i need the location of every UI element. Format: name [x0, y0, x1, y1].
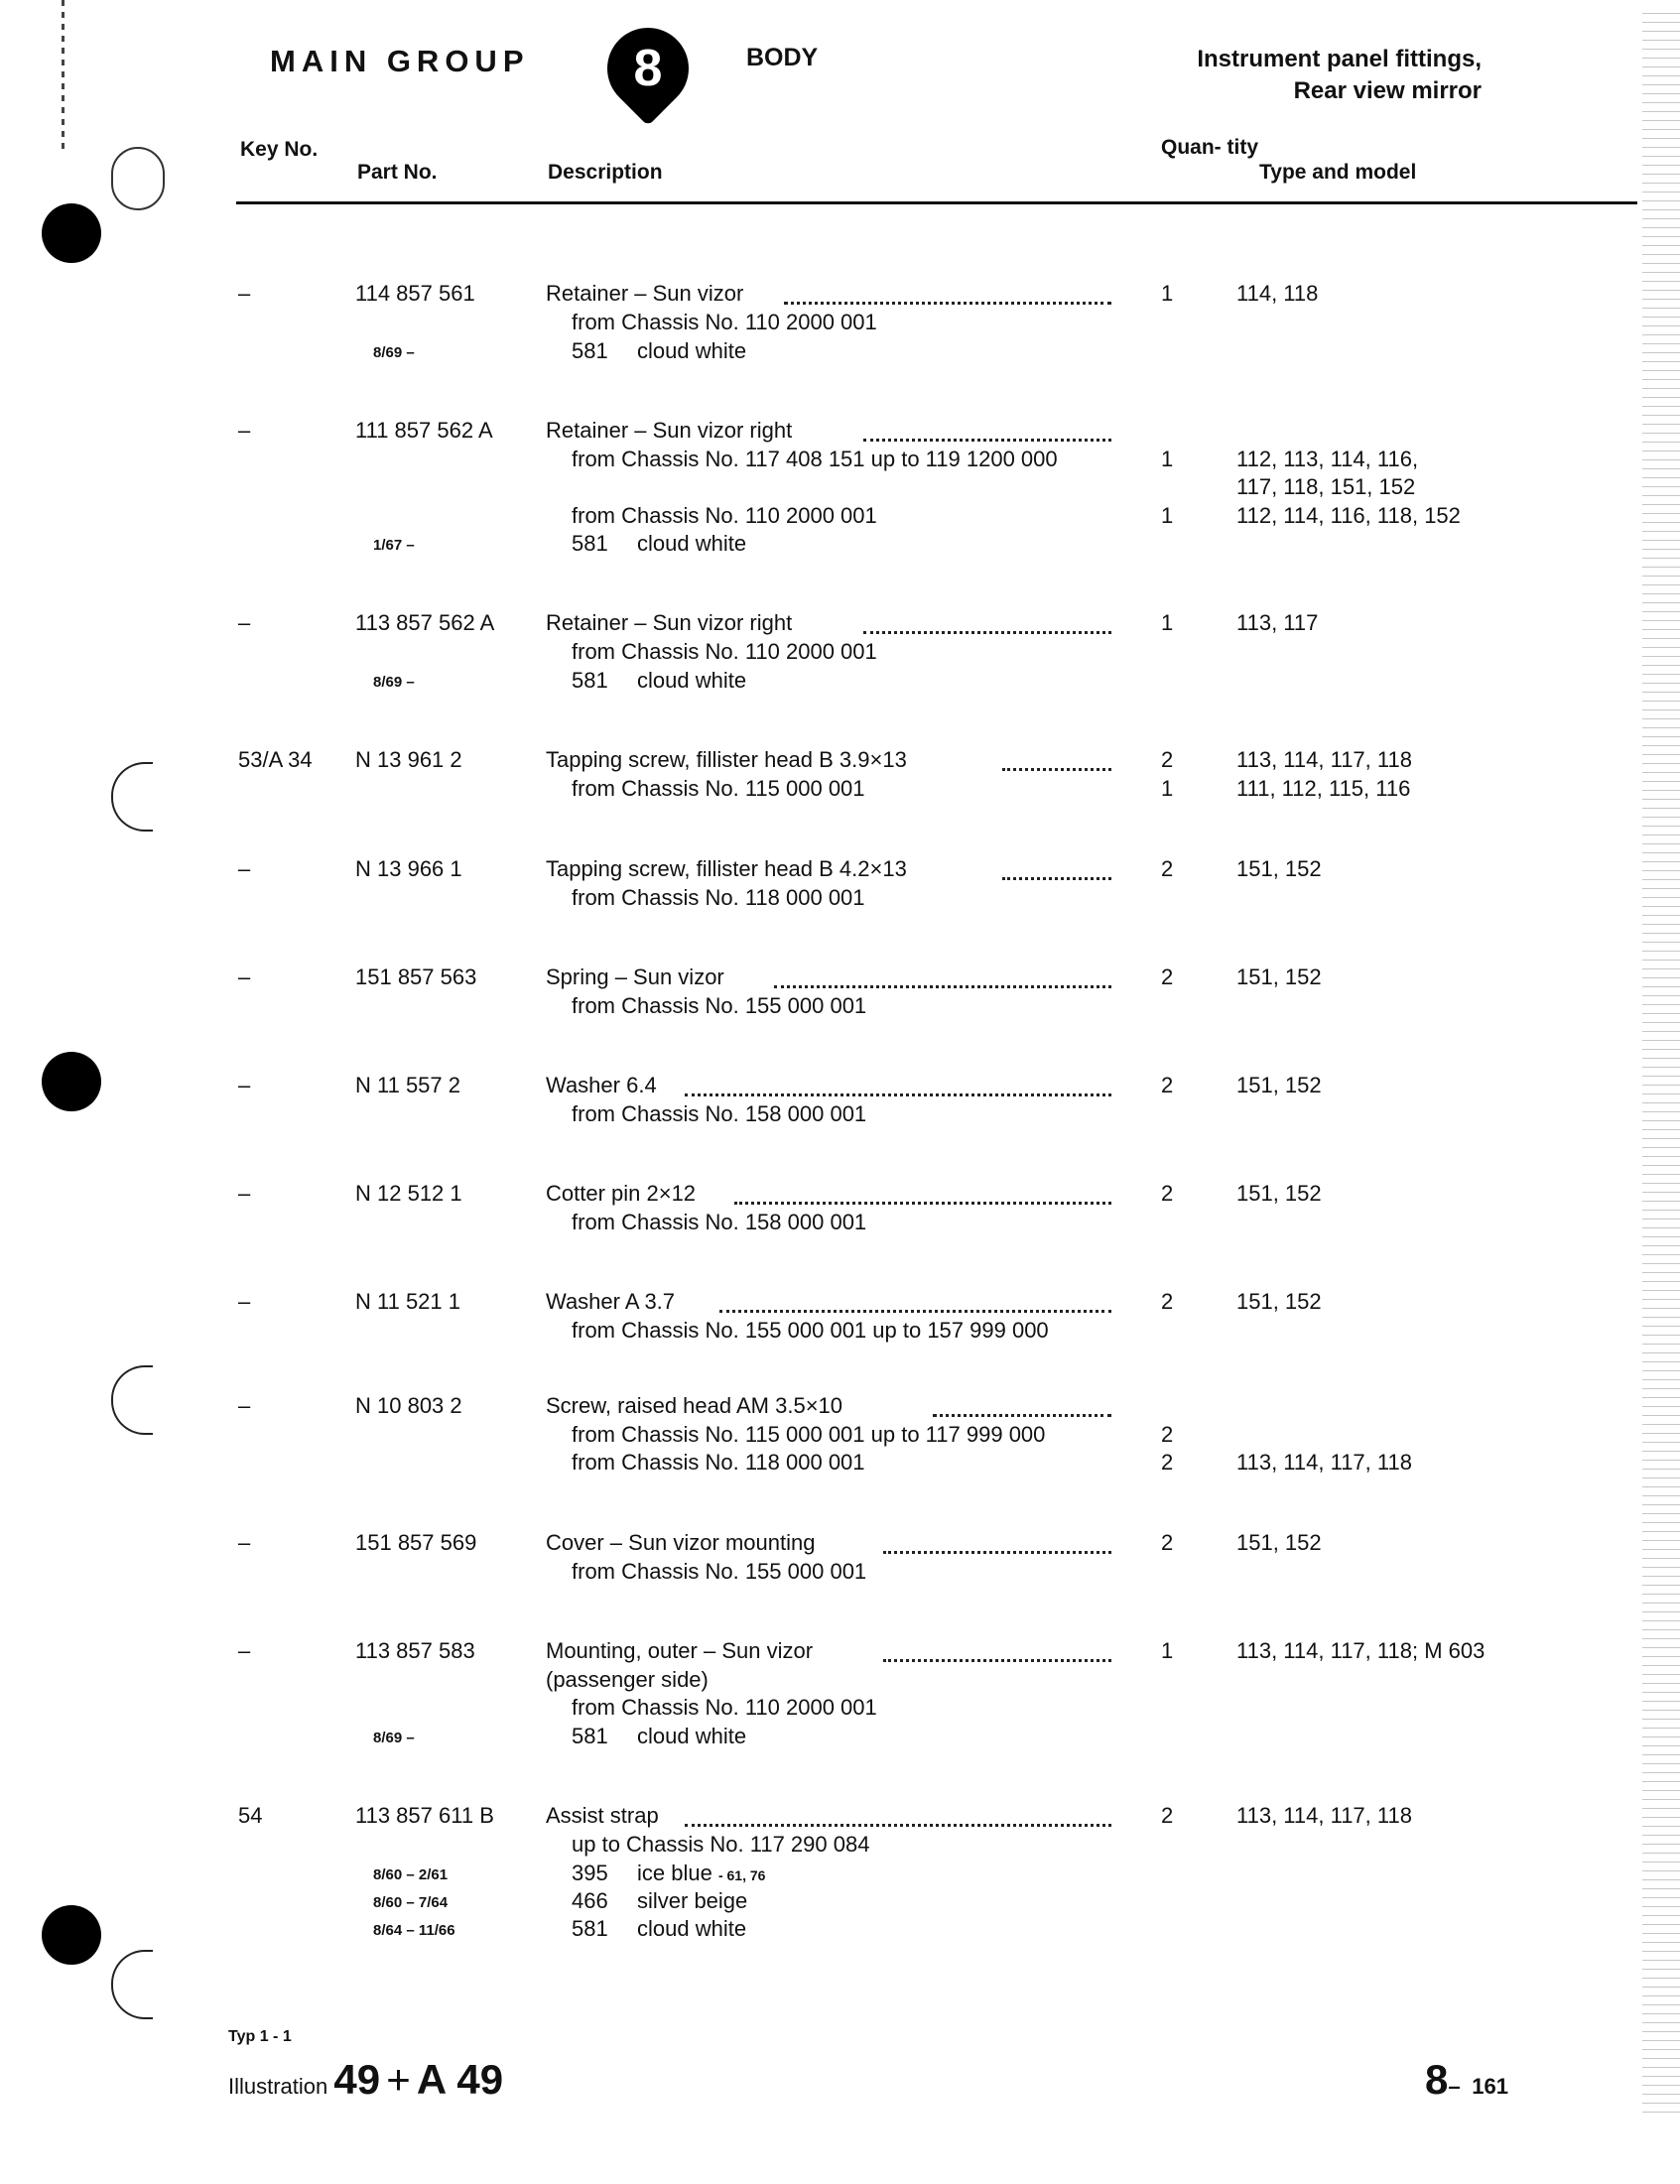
- col-description: Description: [548, 161, 663, 184]
- column-headers: [240, 137, 1639, 206]
- chassis-note: from Chassis No. 110 2000 001: [572, 1695, 877, 1720]
- quantity: 2: [1161, 1073, 1174, 1097]
- leader-dots: [774, 985, 1111, 988]
- section-title-line1: Instrument panel fittings,: [1197, 46, 1482, 72]
- color-name: cloud white: [637, 338, 747, 363]
- part-no: N 13 966 1: [355, 856, 462, 881]
- type-model: 151, 152: [1236, 1181, 1322, 1206]
- part-no: N 11 521 1: [355, 1289, 461, 1314]
- color-code: 581: [572, 1724, 608, 1748]
- col-type-model: Type and model: [1259, 161, 1417, 184]
- key-no: –: [238, 1181, 251, 1206]
- part-no: N 12 512 1: [355, 1181, 462, 1206]
- chassis-note: from Chassis No. 118 000 001: [572, 885, 865, 910]
- part-no: N 13 961 2: [355, 747, 462, 772]
- chassis-note: from Chassis No. 110 2000 001: [572, 310, 877, 334]
- color-code: 395: [572, 1861, 608, 1885]
- date-range: 8/60 – 2/61: [373, 1866, 449, 1883]
- part-no: N 11 557 2: [355, 1073, 461, 1097]
- type-model: 113, 114, 117, 118; M 603: [1236, 1638, 1486, 1663]
- key-no: –: [238, 1289, 251, 1314]
- color-code: 581: [572, 1916, 608, 1941]
- quantity: 1: [1161, 1638, 1174, 1663]
- punch-hole-bottom: [42, 1905, 101, 1965]
- chassis-note: from Chassis No. 110 2000 001: [572, 639, 877, 664]
- description: Washer A 3.7: [546, 1289, 676, 1314]
- leader-dots: [734, 1202, 1111, 1205]
- description: Spring – Sun vizor: [546, 964, 724, 989]
- chassis-note: from Chassis No. 110 2000 001: [572, 503, 877, 528]
- scan-noise-edge: [1642, 10, 1680, 2114]
- type-model: 151, 152: [1236, 1530, 1322, 1555]
- leader-dots: [685, 1093, 1111, 1096]
- type-model: 113, 117: [1236, 610, 1319, 635]
- punch-hole-middle: [42, 1052, 101, 1111]
- leader-dots: [863, 631, 1111, 634]
- col-key-no: Key No.: [240, 138, 319, 161]
- key-no: 53/A 34: [238, 747, 313, 772]
- key-no: –: [238, 1530, 251, 1555]
- header-rule: [236, 201, 1637, 204]
- color-code: 581: [572, 668, 608, 693]
- quantity: 1: [1161, 776, 1174, 801]
- type-reference: Typ 1 - 1: [228, 2028, 292, 2045]
- chassis-note: from Chassis No. 115 000 001 up to 117 999 000: [572, 1422, 1046, 1447]
- type-model: 113, 114, 117, 118: [1236, 1450, 1412, 1475]
- chassis-note: from Chassis No. 118 000 001: [572, 1450, 865, 1475]
- quantity: 1: [1161, 447, 1174, 471]
- key-no: –: [238, 1638, 251, 1663]
- color-name: ice blue - 61, 76: [637, 1861, 766, 1885]
- description: Cover – Sun vizor mounting: [546, 1530, 816, 1555]
- description: Retainer – Sun vizor right: [546, 610, 793, 635]
- key-no: –: [238, 610, 251, 635]
- color-name: cloud white: [637, 531, 747, 556]
- quantity: 1: [1161, 281, 1174, 306]
- type-model: 151, 152: [1236, 1289, 1322, 1314]
- quantity: 2: [1161, 856, 1174, 881]
- part-no: 151 857 563: [355, 964, 477, 989]
- leader-dots: [685, 1824, 1111, 1827]
- chassis-note: from Chassis No. 155 000 001: [572, 993, 867, 1018]
- leader-dots: [1002, 877, 1111, 880]
- group-name: BODY: [746, 44, 819, 71]
- quantity: 1: [1161, 610, 1174, 635]
- illustration-reference: [228, 2056, 503, 2104]
- date-range: 8/69 –: [373, 674, 415, 691]
- key-no: –: [238, 1073, 251, 1097]
- leader-dots: [883, 1551, 1111, 1554]
- description: Retainer – Sun vizor: [546, 281, 744, 306]
- date-range: 8/64 – 11/66: [373, 1922, 455, 1939]
- page-number: [1425, 2056, 1508, 2104]
- quantity: 2: [1161, 1422, 1174, 1447]
- type-model: 151, 152: [1236, 1073, 1322, 1097]
- color-name: cloud white: [637, 1724, 747, 1748]
- chassis-note: from Chassis No. 155 000 001: [572, 1559, 867, 1584]
- illustration-number-alt: A 49: [416, 2056, 504, 2103]
- type-model-cont: 117, 118, 151, 152: [1236, 474, 1416, 499]
- ring-mark-3: [111, 1365, 153, 1435]
- chassis-note: from Chassis No. 158 000 001: [572, 1101, 867, 1126]
- description: Assist strap: [546, 1803, 659, 1828]
- page-header: [0, 0, 1680, 159]
- date-range: 8/60 – 7/64: [373, 1894, 449, 1911]
- key-no: –: [238, 281, 251, 306]
- color-code: 581: [572, 531, 608, 556]
- part-no: 113 857 583: [355, 1638, 475, 1663]
- part-no: 114 857 561: [355, 281, 475, 306]
- type-model: 113, 114, 117, 118: [1236, 747, 1412, 772]
- description: Retainer – Sun vizor right: [546, 418, 793, 443]
- description: Tapping screw, fillister head B 3.9×13: [546, 747, 907, 772]
- chassis-note: from Chassis No. 155 000 001 up to 157 999 000: [572, 1318, 1049, 1343]
- color-name: cloud white: [637, 1916, 747, 1941]
- description-cont: (passenger side): [546, 1667, 709, 1692]
- quantity: 2: [1161, 1450, 1174, 1475]
- leader-dots: [784, 302, 1111, 305]
- leader-dots: [883, 1659, 1111, 1662]
- description: Tapping screw, fillister head B 4.2×13: [546, 856, 907, 881]
- col-part-no: Part No.: [357, 161, 438, 184]
- quantity: 2: [1161, 747, 1174, 772]
- illustration-label: Illustration: [228, 2074, 328, 2099]
- section-title: [1197, 44, 1482, 107]
- leader-dots: [933, 1414, 1111, 1417]
- quantity: 2: [1161, 1530, 1174, 1555]
- date-range: 8/69 –: [373, 1730, 415, 1746]
- color-code: 581: [572, 338, 608, 363]
- section-title-line2: Rear view mirror: [1293, 77, 1482, 104]
- page-number-sub: 161: [1472, 2074, 1508, 2099]
- quantity: 2: [1161, 1803, 1174, 1828]
- type-model: 111, 112, 115, 116: [1236, 776, 1411, 801]
- key-no: –: [238, 418, 251, 443]
- quantity: 2: [1161, 1289, 1174, 1314]
- description: Washer 6.4: [546, 1073, 657, 1097]
- description: Cotter pin 2×12: [546, 1181, 697, 1206]
- description: Screw, raised head AM 3.5×10: [546, 1393, 843, 1418]
- key-no: –: [238, 856, 251, 881]
- chassis-note: from Chassis No. 117 408 151 up to 119 1200 000: [572, 447, 1058, 471]
- illustration-plus: +: [386, 2056, 411, 2103]
- illustration-number: 49: [333, 2056, 381, 2103]
- color-name: silver beige: [637, 1888, 748, 1913]
- part-no: 111 857 562 A: [355, 418, 493, 443]
- page-number-main: 8: [1425, 2056, 1449, 2103]
- type-model: 113, 114, 117, 118: [1236, 1803, 1412, 1828]
- part-no: 151 857 569: [355, 1530, 477, 1555]
- quantity: 2: [1161, 1181, 1174, 1206]
- ring-mark-4: [111, 1950, 153, 2019]
- part-no: 113 857 611 B: [355, 1803, 494, 1828]
- quantity: 1: [1161, 503, 1174, 528]
- col-quantity: Quan- tity: [1161, 136, 1258, 159]
- leader-dots: [719, 1310, 1111, 1313]
- type-model: 151, 152: [1236, 856, 1322, 881]
- color-name: cloud white: [637, 668, 747, 693]
- quantity: 2: [1161, 964, 1174, 989]
- chassis-note: up to Chassis No. 117 290 084: [572, 1832, 870, 1857]
- color-code: 466: [572, 1888, 608, 1913]
- date-range: 8/69 –: [373, 344, 415, 361]
- chassis-note: from Chassis No. 158 000 001: [572, 1210, 867, 1234]
- page-number-dash: –: [1448, 2074, 1461, 2099]
- type-model: 112, 113, 114, 116,: [1236, 447, 1419, 471]
- type-model: 151, 152: [1236, 964, 1322, 989]
- ring-mark-2: [111, 762, 153, 832]
- leader-dots: [863, 439, 1111, 442]
- color-note: - 61, 76: [717, 1867, 766, 1883]
- type-model: 114, 118: [1236, 281, 1319, 306]
- date-range: 1/67 –: [373, 537, 415, 554]
- leader-dots: [1002, 768, 1111, 771]
- chassis-note: from Chassis No. 115 000 001: [572, 776, 865, 801]
- type-model: 112, 114, 116, 118, 152: [1236, 503, 1461, 528]
- description: Mounting, outer – Sun vizor: [546, 1638, 814, 1663]
- part-no: N 10 803 2: [355, 1393, 462, 1418]
- key-no: –: [238, 1393, 251, 1418]
- group-number: 8: [633, 40, 663, 97]
- key-no: 54: [238, 1803, 263, 1828]
- key-no: –: [238, 964, 251, 989]
- main-group-label: MAIN GROUP: [270, 44, 530, 78]
- part-no: 113 857 562 A: [355, 610, 495, 635]
- punch-hole-top: [42, 203, 101, 263]
